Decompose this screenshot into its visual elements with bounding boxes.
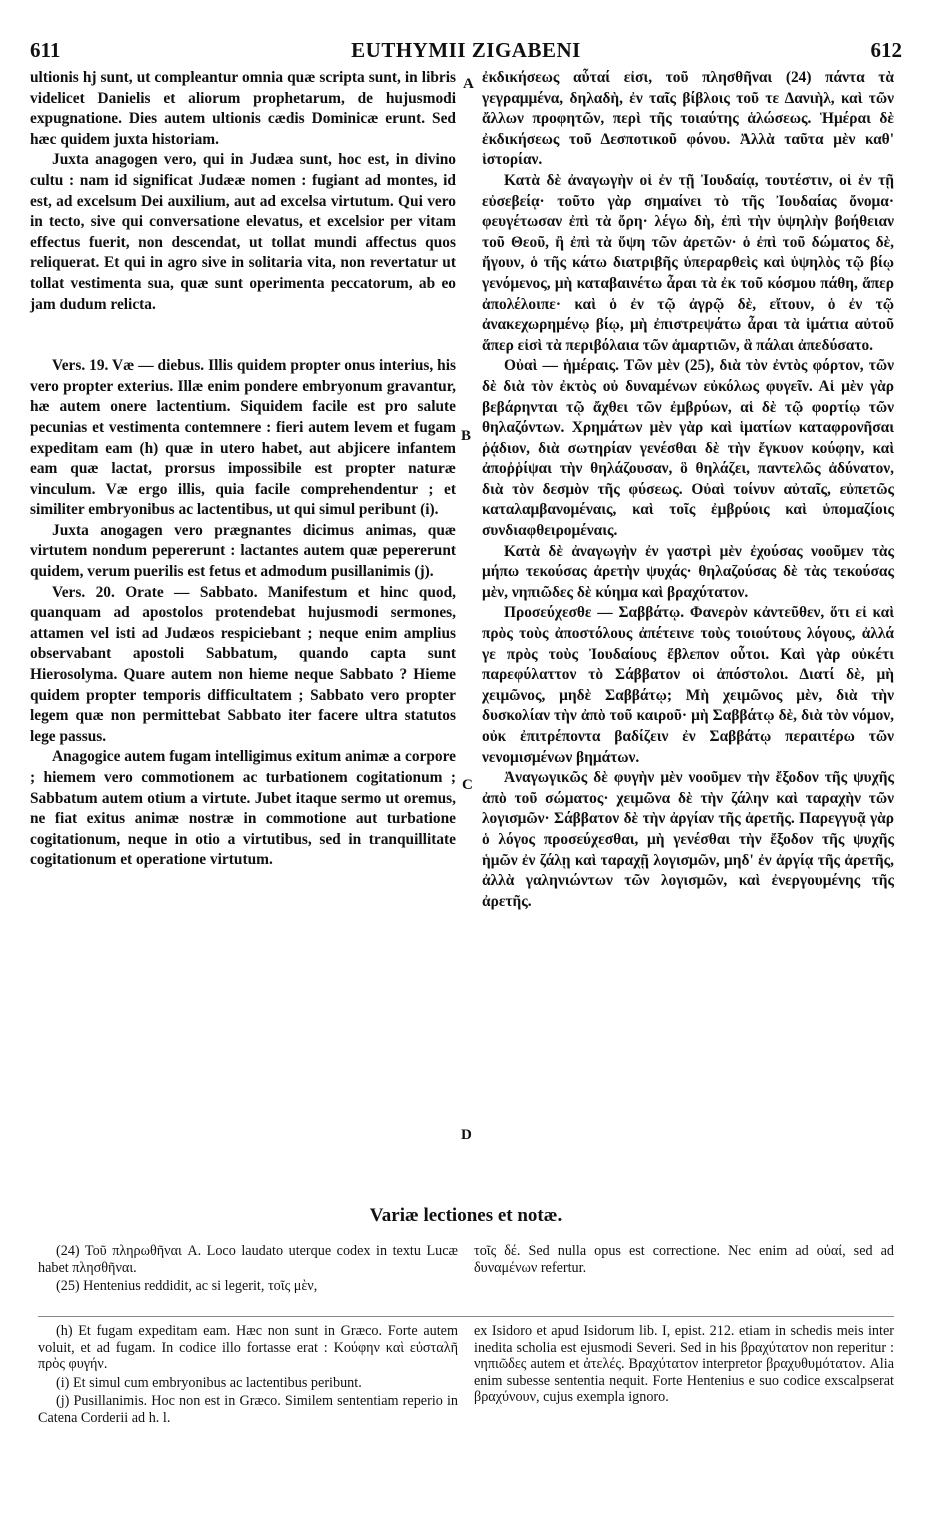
greek-paragraph: Οὐαὶ — ἡμέραις. Τῶν μὲν (25), διὰ τὸν ἐντὸς φόρτον, τῶν δὲ διὰ τὸν ἐκτὸς οὐ δυναμένων εὐκόλως φυγεῖν. Αἱ μὲν γὰρ βεβάρηνται τῷ ἄχθει τῶν ἐμβρύων, αἱ δὲ τῷ φορτίῳ τῶν θηλαζόντων. Χρημάτων μὲν γὰρ καὶ ἱματίων καταφρονῆσαι ῥᾴδιον, διὰ σωτηρίαν γενέσθαι δὲ τὴν ἔγκυον κούφην, καὶ ἀποῤῥίψαι τὴν θηλάζουσαν, ὃ θηλάζει, παντελῶς ἀδύνατον, διὰ τὸν δεσμὸν τῆς φύσεως. Οὐαὶ τοίνυν αὐταῖς, εὐπετῶς καταλαμβανομέναις, καὶ τοῖς ἐμβρύοις καὶ ὑπομαζίοις συνδιαφθειρομέναις.	[482, 357, 894, 540]
note-i: (i) Et simul cum embryonibus ac lactentibus peribunt.	[56, 1374, 362, 1391]
notes-heading: Variæ lectiones et notæ.	[369, 1205, 563, 1226]
notes-block-left-top	[38, 1243, 458, 1297]
greek-paragraph: Κατὰ δὲ ἀναγωγὴν ἐν γαστρὶ μὲν ἐχούσας νοοῦμεν τὰς μήπω τεκούσας ἀρετὴν ψυχάς· θηλαζούσας δὲ τὰς τεκούσας μὲν, νηπιῶδες δὲ κύημα καὶ βραχύτατον.	[482, 542, 894, 601]
latin-paragraph: Anagogice autem fugam intelligimus exitum animæ a corpore ; hiemem vero commotionem ac turbationem cogitationum ; Sabbatum autem otium a virtute. Jubet itaque sermo ut oremus, ne fiat exitus animæ nostræ in commotione aut turbatione cogitationum, neque in otio a virtutibus, sed in tranquillitate cogitationum et operatione virtutum.	[30, 748, 456, 869]
note-25-continued: τοῖς δέ. Sed nulla opus est correctione. Nec enim ad οὐαί, sed ad δυναμένων refertur.	[474, 1243, 894, 1276]
margin-letter-c: C	[462, 777, 473, 793]
running-header	[30, 38, 902, 64]
note-h: (h) Et fugam expeditam eam. Hæc non sunt in Græco. Forte autem voluit, et ad fugam. In codice illo fortasse erat : Κούφην καὶ εὐσταλῆ πρὸς φυγήν.	[38, 1323, 458, 1373]
notes-block-right-top	[474, 1243, 894, 1278]
greek-paragraph: ἐκδικήσεως αὗταί εἰσι, τοῦ πλησθῆναι (24) πάντα τὰ γεγραμμένα, δηλαδὴ, ἐν ταῖς βίβλοις τοῦ τε Δανιὴλ, καὶ τῶν ἄλλων προφητῶν, περὶ τῆς τοιαύτης ἁλώσεως. Ἡμέραι δὲ ἐκδικήσεως τοῦ Δεσποτικοῦ φόνου. Ἀλλὰ ταῦτα μὲν καθ' ἱστορίαν.	[482, 69, 894, 169]
greek-paragraph: Ἀναγωγικῶς δὲ φυγὴν μὲν νοοῦμεν τὴν ἔξοδον τῆς ψυχῆς ἀπὸ τοῦ σώματος· χειμῶνα δὲ τὴν ζάλην καὶ ταραχὴν τῶν λογισμῶν· Σάββατον δὲ τὴν ἀργίαν τῆς ἀρετῆς. Παρεγγυᾷ γὰρ ὁ λόγος προσεύχεσθαι, μὴ γενέσθαι τὴν ἔξοδον τῆς ψυχῆς ἡμῶν ἐν ζάλῃ καὶ ταραχῇ λογισμῶν, μηδ' ἐν ἀργίᾳ τῆς ἀρετῆς, ἀλλὰ γαληνιώντων τῶν λογισμῶν, καὶ ἐνεργουμένης τῆς ἀρετῆς.	[482, 769, 894, 910]
latin-paragraph: Juxta anagogen vero, qui in Judæa sunt, hoc est, in divino cultu : nam id significat Judææ nomen : fugiant ad montes, id est, ad excelsum Dei auxilium, aut ad excelsa virtutum. Qui vero in tecto, sive qui conversatione elevatus, et excelsior per vitam effectus fuerit, non descendat, ut tollat mundi affectus quos reliquerat. Et qui in agro sive in solitaria vita, non revertatur ut tollat vestimenta sua, quæ sunt operimenta peccatorum, ab eo jam dudum relicta.	[30, 151, 456, 313]
latin-column	[30, 68, 456, 871]
margin-letter-a: A	[463, 76, 474, 92]
page-number-left: 611	[30, 38, 61, 62]
greek-paragraph: Κατὰ δὲ ἀναγωγὴν οἱ ἐν τῇ Ἰουδαίᾳ, τουτέστιν, οἱ ἐν τῇ εὐσεβείᾳ· τοῦτο γὰρ σημαίνει τὸ τῆς Ἰουδαίας ὄνομα· φευγέτωσαν ἐπὶ τὰ ὄρη· λέγω δὴ, ἐπὶ τὴν ὑψηλὴν βοήθειαν τοῦ Θεοῦ, ἢ ἐπὶ τὰ ὕψη τῶν ἀρετῶν· ὁ ἐπὶ τοῦ δώματος δὲ, ἤγουν, ὁ τῆς κάτω διατριβῆς ὑπεραρθεὶς καὶ ὑψηλὸς τῷ βίῳ γενόμενος, μὴ καταβαινέτω ἆραι τὰ ἐκ τοῦ κόσμου πάθη, ἅπερ ἀπολέλοιπε· καὶ ὁ ἐν τῷ ἀγρῷ δὲ, εἴτουν, ὁ ἐν τῷ ἀνακεχωρημένῳ βίῳ, μὴ ἐπιστρεψάτω ἆραι τὰ ἱμάτια αὐτοῦ ἅπερ εἰσὶ τὰ περιβόλαια τῶν ἁμαρτιῶν, ἃ πάλαι ἀπεδύσατο.	[482, 171, 894, 354]
notes-block-right-bottom	[474, 1323, 894, 1408]
note-25: (25) Hentenius reddidit, ac si legerit, τοῖς μὲν,	[56, 1278, 318, 1295]
greek-paragraph: Προσεύχεσθε — Σαββάτῳ. Φανερὸν κἀντεῦθεν, ὅτι εἰ καὶ πρὸς τοὺς ἀποστόλους ἀπέτεινε τοὺς τοιούτους λόγους, ἀλλά γε πρὸς τοὺς Ἰουδαίους ἔβλεπον οὗτοι. Καὶ γὰρ οὐκέτι παρεφύλαττον τὸ Σάββατον οἱ ἀπόστολοι. Διατί δὲ, μὴ χειμῶνος, μηδὲ Σαββάτῳ; Μὴ χειμῶνος μὲν, διὰ τὴν δυσκολίαν τὴν ἀπὸ τοῦ καιροῦ· μὴ Σαββάτῳ δὲ, διὰ τὸν νόμον, οὐκ ἐπιτρέποντα βαδίζειν ἐν Σαββάτῳ περαιτέρω τῶν νενομισμένων βημάτων.	[482, 604, 894, 766]
note-j-continued: ex Isidoro et apud Isidorum lib. I, epist. 212. etiam in schedis meis inter inedita scholia est ejusmodi Severi. Sed in his βραχύτατον non reperitur : νηπιῶδες autem et ἀτελές. Βραχύτατον interpretor βραχυθυμότατον. Alia enim subesse sententia nequit. Forte Hentenius e suo codice exscalpserat βραχύνουν, cujus exempla ignoro.	[474, 1323, 894, 1406]
latin-paragraph: Vers. 19. Væ — diebus. Illis quidem propter onus interius, his vero propter exterius. Illæ enim pondere embryonum gravantur, hæ autem onere lactentium. Siquidem facile est pro salute pecunias et vestimenta contemnere : fieri autem levem et fugam expeditam eam (h) quæ in utero habet, aut abjicere infantem eam quæ lactat, prorsus impossibile est propter naturæ vinculum. Væ ergo illis, quia facile comprehendentur ; et similiter embryonibus ac lactentibus, ut qui simul peribunt (i).	[30, 357, 456, 519]
greek-column	[482, 68, 894, 912]
latin-paragraph: ultionis hj sunt, ut compleantur omnia quæ scripta sunt, in libris videlicet Danielis et aliorum prophetarum, de hujusmodi expugnatione. Dies autem ultionis cædis Dominicæ erunt. Sed hæc quidem juxta historiam.	[30, 69, 456, 148]
page-number-right: 612	[870, 38, 902, 62]
note-j: (j) Pusillanimis. Hoc non est in Græco. Similem sententiam reperio in Catena Corderii ad h. l.	[38, 1393, 458, 1426]
notes-divider	[38, 1316, 894, 1317]
notes-block-left-bottom	[38, 1323, 458, 1429]
latin-paragraph: Juxta anogagen vero prægnantes dicimus animas, quæ virtutem nondum pepererunt : lactantes autem quæ pepererunt quidem, verum puerilis est fetus et admodum pusillanimis (j).	[30, 521, 456, 581]
margin-letter-b: B	[461, 428, 472, 444]
margin-letter-d: D	[461, 1127, 472, 1143]
note-24: (24) Τοῦ πληρωθῆναι A. Loco laudato uterque codex in textu Lucæ habet πλησθῆναι.	[38, 1243, 458, 1276]
latin-paragraph: Vers. 20. Orate — Sabbato. Manifestum et hinc quod, quanquam ad apostolos protendebat hujusmodi sermones, attamen vel isti ad Judæos respiciebant ; neque enim amplius observabant apostoli Sabbatum, quando capta sunt Hierosolyma. Quare autem non hieme neque Sabbato ? Hieme quidem propter temporis difficultatem ; Sabbato vero propter legem quæ non permittebat Sabbato iter facere ultra statutos lege passus.	[30, 583, 456, 745]
running-title: EUTHYMII ZIGABENI	[351, 38, 581, 62]
